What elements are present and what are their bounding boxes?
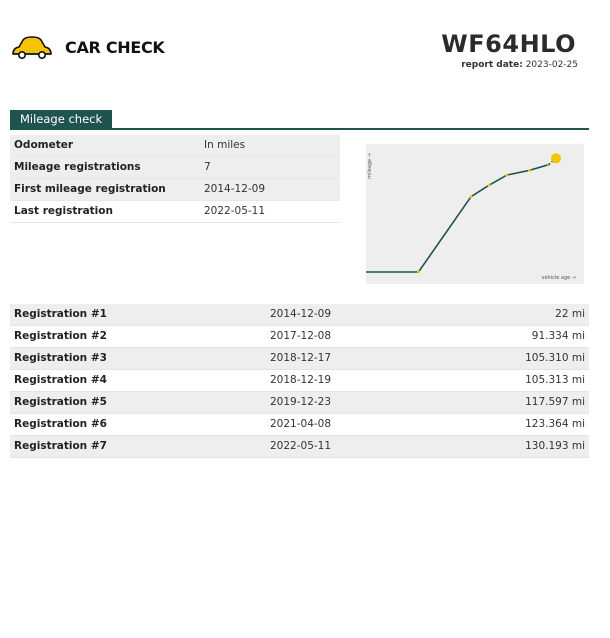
registration-name: Registration #5 xyxy=(14,396,107,408)
summary-row-first xyxy=(10,179,340,201)
registrations-table xyxy=(10,304,589,458)
registration-date: 2017-12-08 xyxy=(270,330,332,342)
registration-mileage: 130.193 mi xyxy=(525,440,585,452)
table-row xyxy=(10,414,589,436)
registration-date: 2018-12-19 xyxy=(270,374,332,386)
registration-mileage: 117.597 mi xyxy=(525,396,585,408)
summary-key: Last registration xyxy=(14,205,113,217)
table-row xyxy=(10,326,589,348)
registration-name: Registration #2 xyxy=(14,330,107,342)
summary-value: In miles xyxy=(204,139,246,151)
report-date-value: 2023-02-25 xyxy=(525,60,578,70)
table-row xyxy=(10,348,589,370)
registration-date: 2014-12-09 xyxy=(270,308,332,320)
report-date-label: report date: xyxy=(461,60,523,70)
registration-date: 2022-05-11 xyxy=(270,440,332,452)
table-row xyxy=(10,304,589,326)
license-plate: WF64HLO xyxy=(441,30,576,58)
mileage-point xyxy=(488,184,491,187)
mileage-point xyxy=(470,195,473,198)
section-title: Mileage check xyxy=(10,110,112,128)
registration-mileage: 105.313 mi xyxy=(525,374,585,386)
registration-name: Registration #7 xyxy=(14,440,107,452)
chart-background xyxy=(366,144,584,284)
registration-date: 2021-04-08 xyxy=(270,418,332,430)
registration-name: Registration #6 xyxy=(14,418,107,430)
section-header xyxy=(10,110,589,130)
table-row xyxy=(10,436,589,458)
mileage-point xyxy=(417,271,420,274)
summary-value: 7 xyxy=(204,161,211,173)
car-icon xyxy=(10,34,54,62)
registration-date: 2018-12-17 xyxy=(270,352,332,364)
registration-name: Registration #3 xyxy=(14,352,107,364)
registration-date: 2019-12-23 xyxy=(270,396,332,408)
registration-mileage: 123.364 mi xyxy=(525,418,585,430)
report-header xyxy=(0,0,610,90)
summary-value: 2014-12-09 xyxy=(204,183,266,195)
mileage-point xyxy=(505,174,508,177)
summary-value: 2022-05-11 xyxy=(204,205,266,217)
chart-xlabel: vehicle age → xyxy=(541,275,576,281)
brand-name: CAR CHECK xyxy=(65,38,165,57)
registration-mileage: 22 mi xyxy=(555,308,585,320)
summary-key: Odometer xyxy=(14,139,74,151)
report-date xyxy=(461,60,578,70)
table-row xyxy=(10,392,589,414)
registration-mileage: 91.334 mi xyxy=(531,330,585,342)
summary-key: Mileage registrations xyxy=(14,161,141,173)
registration-name: Registration #4 xyxy=(14,374,107,386)
summary-row-registrations xyxy=(10,157,340,179)
summary-key: First mileage registration xyxy=(14,183,166,195)
mileage-point xyxy=(528,169,531,172)
registration-name: Registration #1 xyxy=(14,308,107,320)
mileage-chart xyxy=(366,144,584,284)
summary-row-odometer xyxy=(10,135,340,157)
chart-ylabel: mileage → xyxy=(367,153,373,179)
table-row xyxy=(10,370,589,392)
registration-mileage: 105.310 mi xyxy=(525,352,585,364)
estimated-point xyxy=(551,153,561,163)
mileage-summary-table xyxy=(10,135,340,223)
summary-row-last xyxy=(10,201,340,223)
